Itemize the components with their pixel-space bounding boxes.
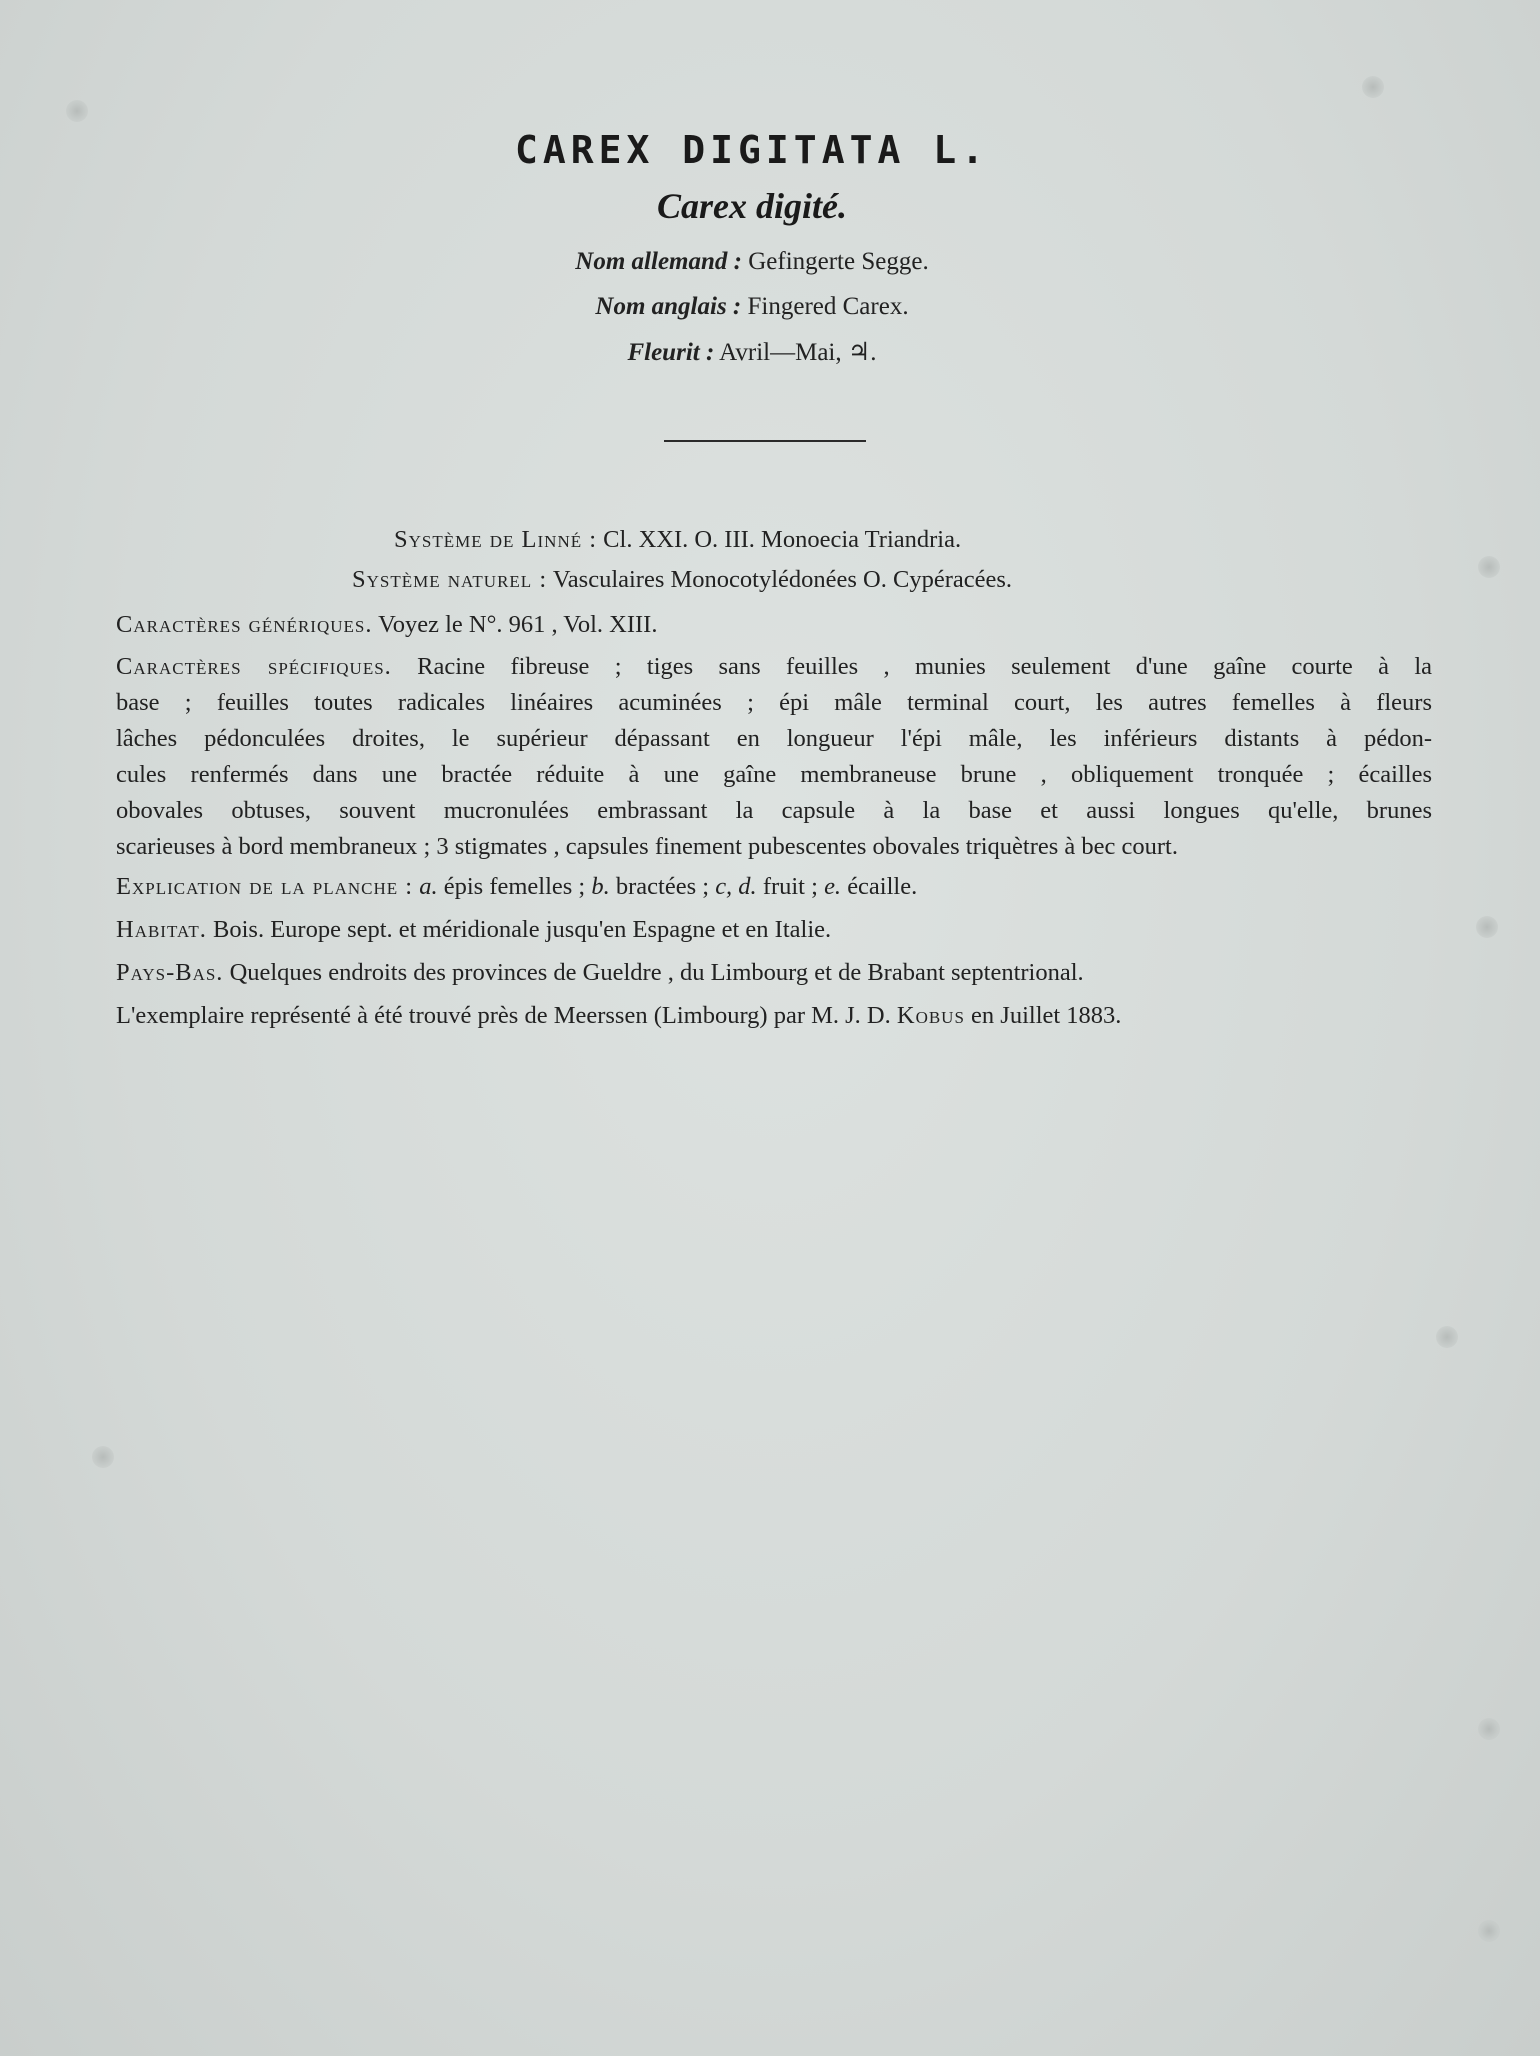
flowering-line [0, 337, 1504, 367]
flowering-value: Avril—Mai, ♃. [719, 339, 877, 366]
explication-b-text: bractées ; [615, 873, 710, 900]
specifiques-line [116, 649, 1432, 685]
specifiques-line: obovales obtuses, souvent mucronulées embrassant la capsule à la base et aussi longues qu'elle, brunes [116, 797, 1432, 824]
naturel-value: Vasculaires Monocotylédonées O. Cypéracées. [552, 566, 1013, 593]
naturel-line [352, 566, 1012, 594]
specifiques-label: Caractères spécifiques. [116, 653, 392, 680]
paper-spot [92, 1446, 114, 1468]
collector-name: Kobus [896, 1002, 965, 1029]
explication-a-text: épis femelles ; [443, 873, 586, 900]
explication-label: Explication de la planche : [116, 873, 414, 900]
generiques-label: Caractères génériques. [116, 611, 373, 638]
specifiques-text: Racine fibreuse ; tiges sans feuilles , munies seulement d'une gaîne courte à la [417, 653, 1432, 680]
paper-spot [1478, 1920, 1500, 1942]
divider-rule [664, 440, 866, 442]
specifiques-line: base ; feuilles toutes radicales linéaires acuminées ; épi mâle terminal court, les autres femelles à fleurs [116, 689, 1432, 716]
paper-spot [1436, 1326, 1458, 1348]
paper-spot [1478, 556, 1500, 578]
paper-spot [66, 100, 88, 122]
species-title: CAREX DIGITATA L. [515, 128, 989, 172]
habitat-line [116, 916, 831, 944]
linne-label: Système de Linné : [394, 526, 598, 553]
specifiques-line: lâches pédonculées droites, le supérieur dépassant en longueur l'épi mâle, les inférieurs distants à pédon- [116, 725, 1432, 752]
german-name-value: Gefingerte Segge. [748, 248, 929, 275]
explication-cd-key: c, d. [715, 873, 757, 900]
paper-spot [1476, 916, 1498, 938]
linne-value: Cl. XXI. O. III. Monoecia Triandria. [603, 526, 962, 553]
explication-e-key: e. [824, 873, 842, 900]
paysbas-line [116, 959, 1084, 987]
explication-a-key: a. [419, 873, 438, 900]
habitat-value: Bois. Europe sept. et méridionale jusqu'en Espagne et en Italie. [213, 916, 832, 943]
exemplaire-line [116, 1002, 1121, 1030]
generiques-line [116, 611, 657, 639]
linne-line [394, 526, 961, 554]
english-name-label: Nom anglais : [595, 293, 742, 320]
explication-cd-text: fruit ; [762, 873, 818, 900]
german-name-label: Nom allemand : [575, 248, 742, 275]
explication-line [116, 873, 917, 901]
english-name-value: Fingered Carex. [747, 293, 909, 320]
explication-e-text: écaille. [847, 873, 918, 900]
paysbas-label: Pays-Bas. [116, 959, 224, 986]
paper-spot [1478, 1718, 1500, 1740]
flowering-label: Fleurit : [627, 339, 715, 366]
paysbas-value: Quelques endroits des provinces de Gueldre , du Limbourg et de Brabant septentrional. [229, 959, 1084, 986]
habitat-label: Habitat. [116, 916, 207, 943]
naturel-label: Système naturel : [352, 566, 548, 593]
french-name: Carex digité. [657, 186, 847, 226]
specifiques-line: cules renfermés dans une bractée réduite à une gaîne membraneuse brune , obliquement tronquée ; écailles [116, 761, 1432, 788]
generiques-value: Voyez le N°. 961 , Vol. XIII. [378, 611, 658, 638]
paper-spot [1362, 76, 1384, 98]
exemplaire-text: L'exemplaire représenté à été trouvé près de Meerssen (Limbourg) par M. J. D. [116, 1002, 891, 1029]
specifiques-line: scarieuses à bord membraneux ; 3 stigmates , capsules finement pubescentes obovales triquètres à bec court. [116, 833, 1178, 860]
explication-b-key: b. [591, 873, 610, 900]
exemplaire-date: en Juillet 1883. [971, 1002, 1122, 1029]
german-name-line [0, 248, 1504, 276]
english-name-line [0, 293, 1504, 321]
